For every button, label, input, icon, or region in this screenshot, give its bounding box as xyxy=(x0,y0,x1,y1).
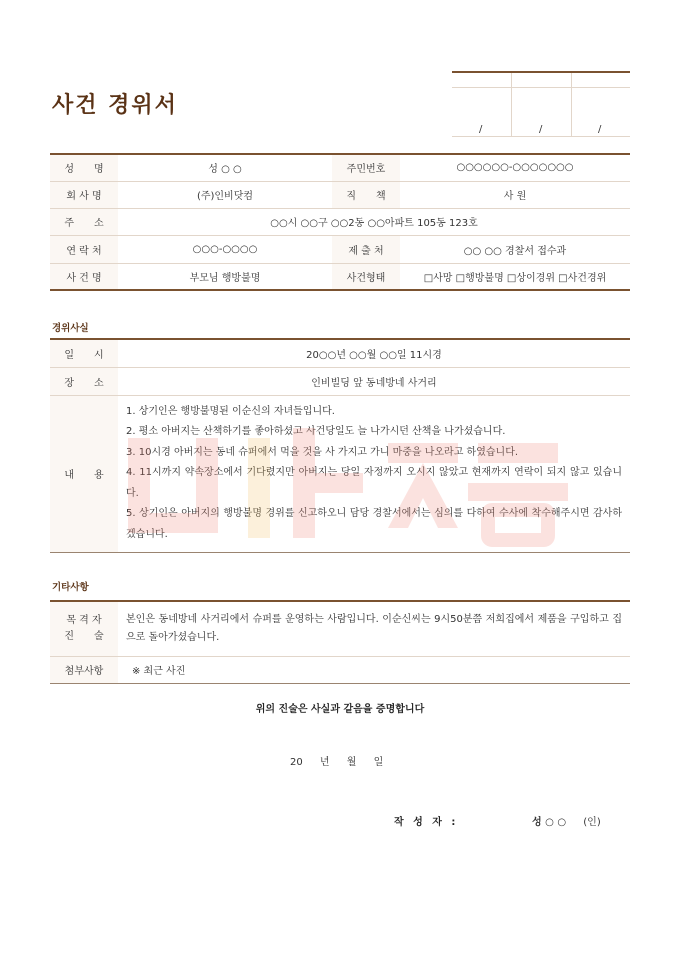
type-value: □사망 □행방불명 □상이경위 □사건경위 xyxy=(400,263,630,290)
name-value: 성 ○ ○ xyxy=(118,154,332,181)
case-label: 사 건 명 xyxy=(50,263,118,290)
info-table xyxy=(50,153,630,291)
content-label: 내 용 xyxy=(50,395,118,552)
address-value: ○○시 ○○구 ○○2동 ○○아파트 105동 123호 xyxy=(118,208,630,235)
submit-value: ○○ ○○ 경찰서 접수과 xyxy=(400,235,630,263)
address-label: 주 소 xyxy=(50,208,118,235)
company-label: 회 사 명 xyxy=(50,181,118,208)
content-line: 1. 상기인은 행방불명된 이순신의 자녀들입니다. xyxy=(126,405,335,417)
approval-box xyxy=(452,71,630,137)
document-title: 사건 경위서 xyxy=(52,93,178,118)
position-value: 사 원 xyxy=(400,181,630,208)
position-label: 직 책 xyxy=(332,181,400,208)
content-body xyxy=(118,395,630,552)
date-label: 일 시 xyxy=(50,339,118,367)
submit-label: 제 출 처 xyxy=(332,235,400,263)
resident-value: ○○○○○○-○○○○○○○ xyxy=(400,154,630,181)
approval-divider xyxy=(511,73,512,137)
attach-value: ※ 최근 사진 xyxy=(118,656,630,683)
facts-heading: 경위사실 xyxy=(52,323,89,334)
approval-bottom-line xyxy=(452,136,630,137)
writer-name: 성 ○ ○ xyxy=(532,817,567,828)
writer-seal: (인) xyxy=(583,817,601,828)
type-label: 사건형태 xyxy=(332,263,400,290)
signature-date: 20 년 월 일 xyxy=(290,757,384,768)
content-line: 2. 평소 아버지는 산책하기를 좋아하셨고 사건당일도 늘 나가시던 산책을 나가셨습니다. xyxy=(126,426,506,438)
witness-label-line: 목 격 자 xyxy=(66,614,102,626)
facts-table xyxy=(50,338,630,553)
place-value: 인비빌딩 앞 동네방네 사거리 xyxy=(118,367,630,395)
witness-label-line: 진 술 xyxy=(64,630,104,642)
approval-slash: / xyxy=(598,124,602,135)
content-line: 4. 11시까지 약속장소에서 기다렸지만 아버지는 당일 자정까지 오시지 않았고 현재까지 연락이 되지 않고 있습니다. xyxy=(126,467,622,499)
witness-label xyxy=(50,601,118,656)
approval-slash: / xyxy=(479,124,483,135)
date-value: 20○○년 ○○월 ○○일 11시경 xyxy=(118,339,630,367)
company-value: (주)인비닷컴 xyxy=(118,181,332,208)
approval-slash: / xyxy=(539,124,543,135)
case-value: 부모님 행방불명 xyxy=(118,263,332,290)
content-line: 5. 상기인은 아버지의 행방불명 경위를 신고하오니 담당 경찰서에서는 심의를 다하여 수사에 착수해주시면 감사하겠습니다. xyxy=(126,508,622,540)
other-heading: 기타사항 xyxy=(52,582,89,593)
place-label: 장 소 xyxy=(50,367,118,395)
witness-value: 본인은 동네방네 사거리에서 슈퍼를 운영하는 사람입니다. 이순신씨는 9시50분쯤 저희집에서 제품을 구입하고 집으로 돌아가셨습니다. xyxy=(118,601,630,656)
writer-label: 작 성 자 : xyxy=(394,817,459,828)
name-label: 성 명 xyxy=(50,154,118,181)
certification-statement: 위의 진술은 사실과 같음을 증명합니다 xyxy=(255,704,425,715)
content-line: 3. 10시경 아버지는 동네 슈퍼에서 먹을 것을 사 가지고 가니 마중을 나오라고 하였습니다. xyxy=(126,446,519,458)
approval-divider xyxy=(571,73,572,137)
other-table xyxy=(50,600,630,684)
attach-label: 첨부사항 xyxy=(50,656,118,683)
writer-signature xyxy=(532,813,601,828)
approval-header-row xyxy=(452,73,630,88)
resident-label: 주민번호 xyxy=(332,154,400,181)
contact-value: ○○○-○○○○ xyxy=(118,235,332,263)
contact-label: 연 락 처 xyxy=(50,235,118,263)
